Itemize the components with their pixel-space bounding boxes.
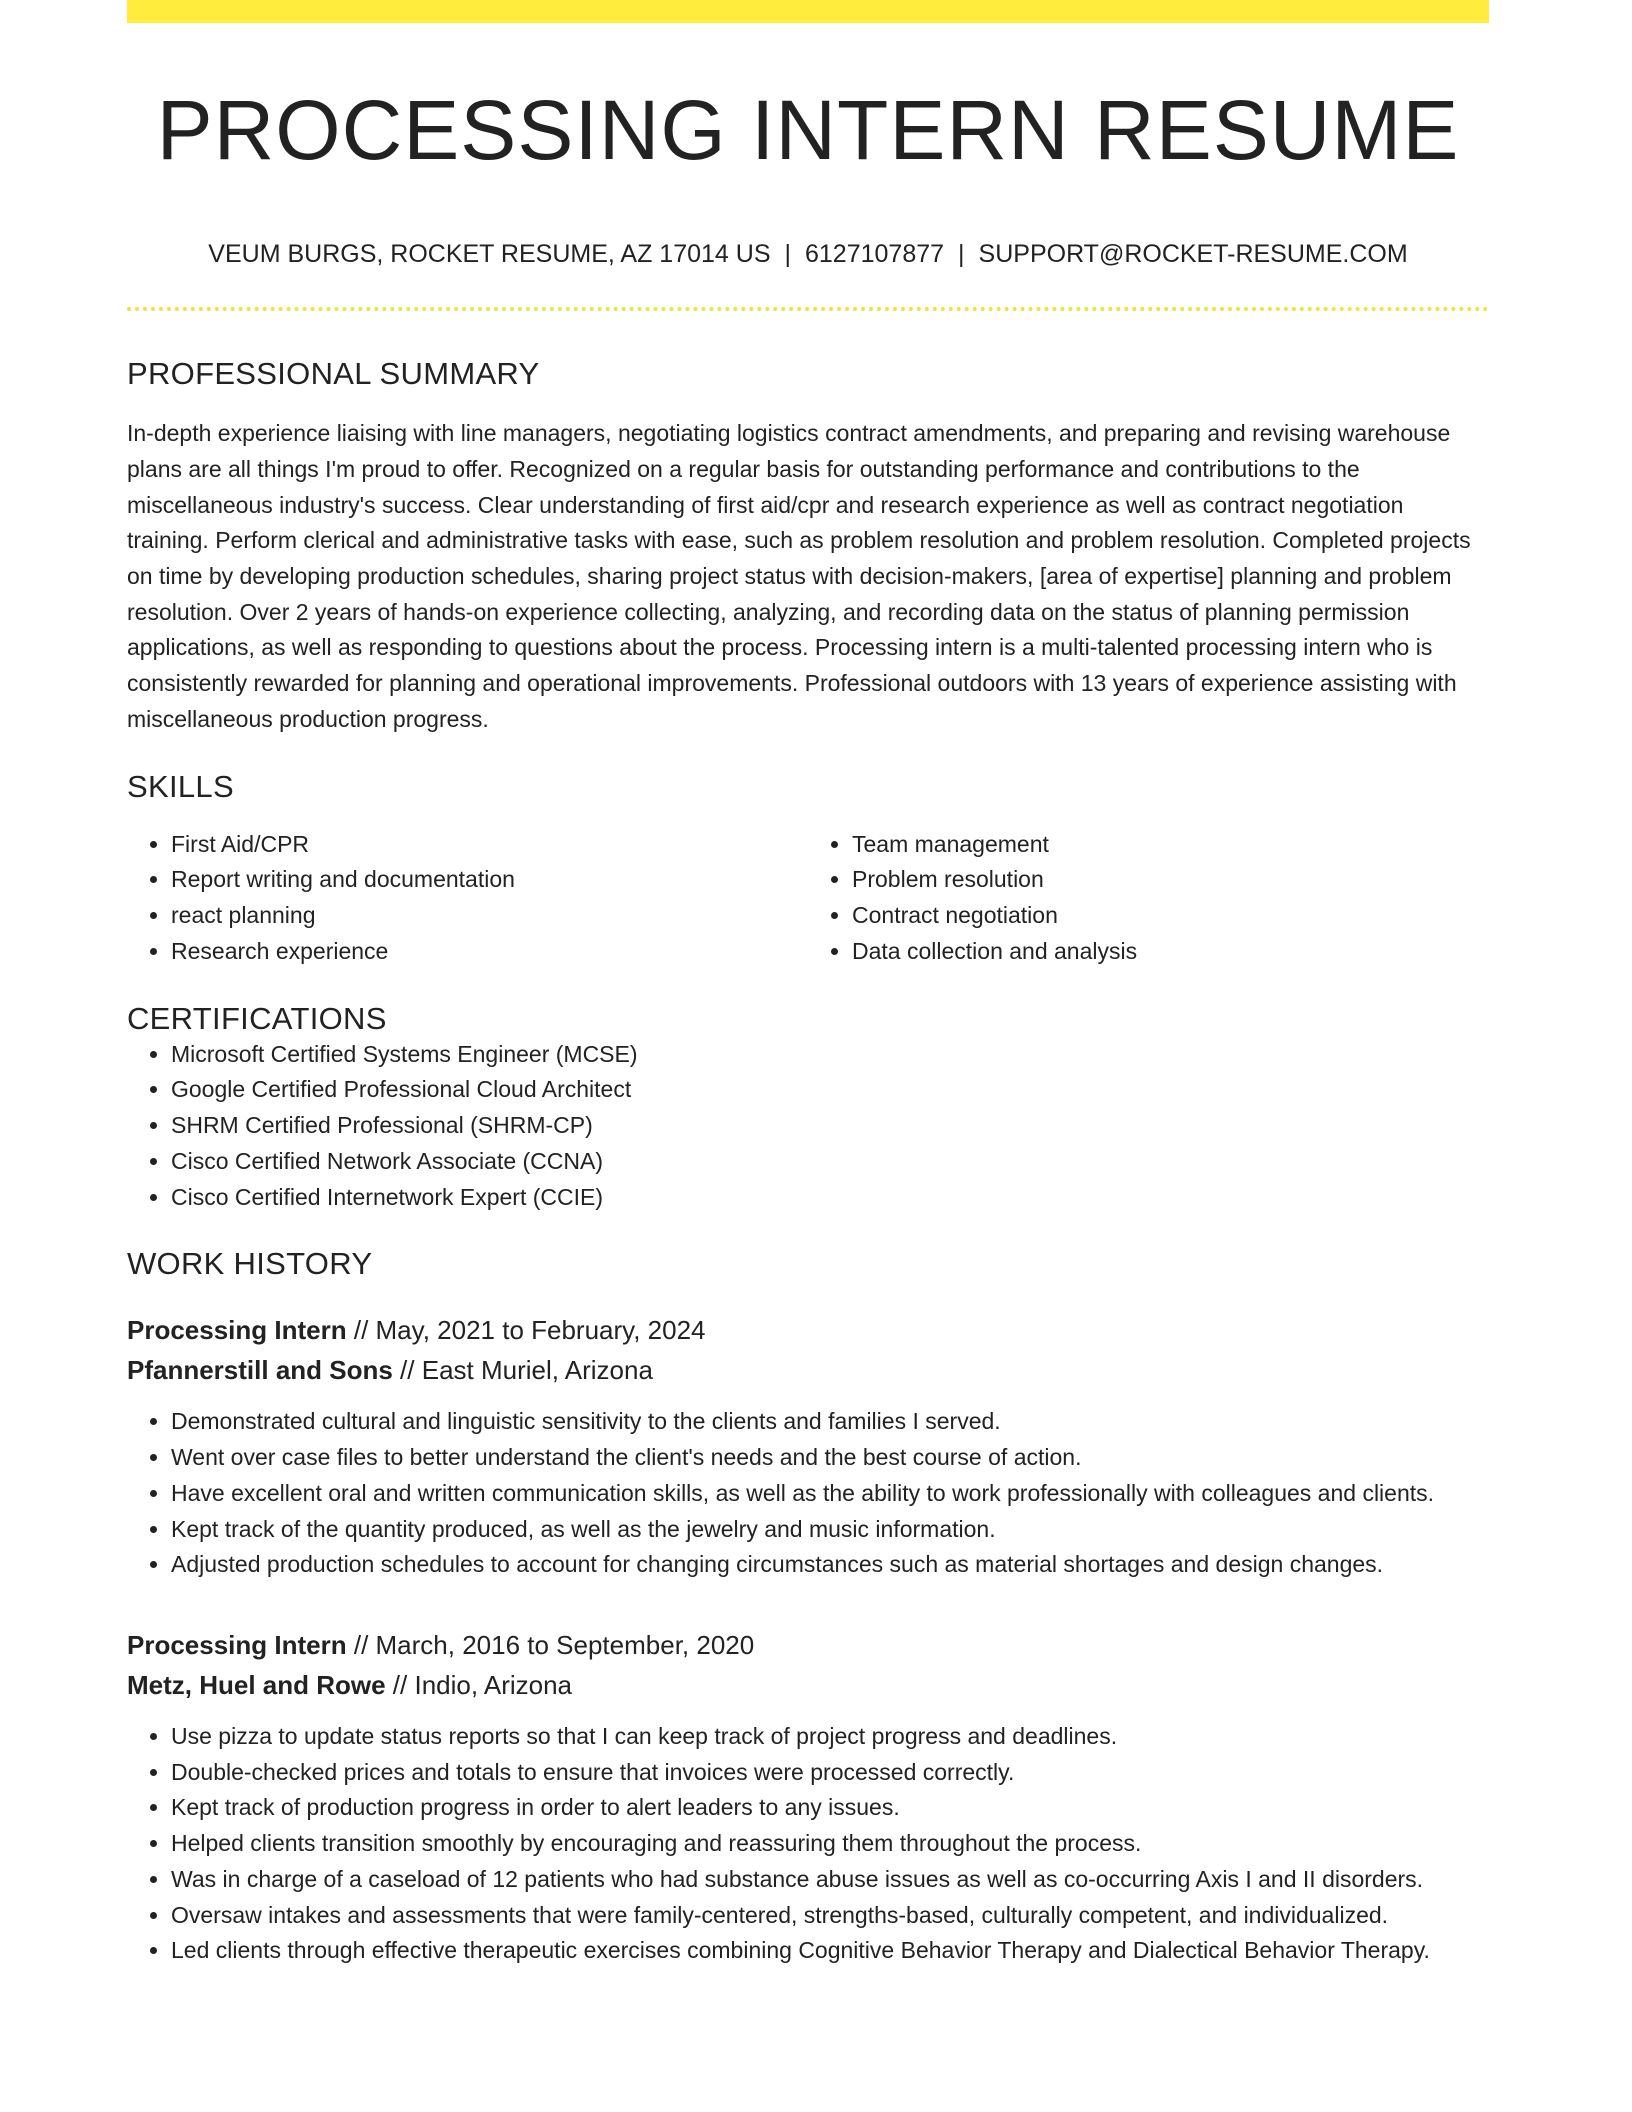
job-bullet: • Oversaw intakes and assessments that were family-centered, strengths-based, culturally competent, and individualized. [171, 1898, 1489, 1934]
job-bullet: • Led clients through effective therapeutic exercises combining Cognitive Behavior Therapy and Dialectical Behavior Therapy. [171, 1933, 1489, 1969]
resume-page [127, 0, 1489, 1969]
summary-text: In-depth experience liaising with line managers, negotiating logistics contract amendments, and preparing and revising warehouse plans are all things I'm proud to offer. Recognized on a regular basis for outstanding performance and contributions to the miscellaneous industry's success. Clear understanding of first aid/cpr and research experience as well as contract negotiation training. Perform clerical and administrative tasks with ease, such as problem resolution and problem resolution. Completed projects on time by developing production schedules, sharing project status with decision-makers, [area of expertise] planning and problem resolution. Over 2 years of hands-on experience collecting, analyzing, and recording data on the status of planning permission applications, as well as responding to questions about the process. Processing intern is a multi-talented processing intern who is consistently rewarded for planning and operational improvements. Professional outdoors with 13 years of experience assisting with miscellaneous production progress. [127, 420, 1471, 732]
contact-address: VEUM BURGS, ROCKET RESUME, AZ 17014 US [208, 240, 771, 269]
job-bullet: • Adjusted production schedules to account for changing circumstances such as material shortages and design changes. [171, 1547, 1489, 1583]
job-bullets [127, 1404, 1489, 1583]
summary-heading: PROFESSIONAL SUMMARY [127, 356, 540, 392]
job-bullet: • Demonstrated cultural and linguistic sensitivity to the clients and families I served. [171, 1404, 1489, 1440]
job-title: Processing Intern [127, 1630, 347, 1660]
job-location: // East Muriel, Arizona [392, 1355, 653, 1386]
certification-item: • SHRM Certified Professional (SHRM-CP) [171, 1108, 1489, 1144]
certification-item: • Google Certified Professional Cloud Architect [171, 1072, 1489, 1108]
certifications-heading: CERTIFICATIONS [127, 1000, 387, 1036]
skills-list-right [808, 827, 1489, 970]
job-title: Processing Intern [127, 1315, 347, 1346]
skill-item: • First Aid/CPR [171, 827, 808, 863]
contact-phone: 6127107877 [805, 240, 945, 269]
job-bullet: • Double-checked prices and totals to ensure that invoices were processed correctly. [171, 1755, 1489, 1791]
contact-line [127, 239, 1489, 269]
job-dates: // March, 2016 to September, 2020 [346, 1630, 755, 1660]
certification-item: • Cisco Certified Network Associate (CCNA) [171, 1144, 1489, 1180]
skill-item: • Report writing and documentation [171, 862, 808, 898]
job-bullet: • Was in charge of a caseload of 12 patients who had substance abuse issues as well as co-occurring Axis I and II disorders. [171, 1862, 1489, 1898]
job-company: Pfannerstill and Sons [127, 1355, 393, 1386]
contact-separator: | [958, 240, 965, 269]
contact-email: SUPPORT@ROCKET-RESUME.COM [978, 240, 1408, 269]
job-bullets [127, 1719, 1489, 1969]
accent-bar [127, 0, 1489, 23]
certification-item: • Microsoft Certified Systems Engineer (MCSE) [171, 1037, 1489, 1073]
job-title-line [127, 1310, 1489, 1350]
job-bullet: • Kept track of the quantity produced, as well as the jewelry and music information. [171, 1512, 1489, 1548]
job-bullet: • Kept track of production progress in order to alert leaders to any issues. [171, 1790, 1489, 1826]
job-bullet: • Helped clients transition smoothly by encouraging and reassuring them throughout the process. [171, 1826, 1489, 1862]
skill-item: • react planning [171, 898, 808, 934]
job-location: // Indio, Arizona [385, 1670, 573, 1700]
work-history-heading: WORK HISTORY [127, 1246, 373, 1282]
header-divider [127, 307, 1489, 311]
job-bullet: • Use pizza to update status reports so that I can keep track of project progress and deadlines. [171, 1719, 1489, 1755]
job-entry [127, 1625, 1489, 1969]
job-entry [127, 1310, 1489, 1583]
job-company-line [127, 1350, 1489, 1390]
certifications-list [127, 1037, 1489, 1216]
contact-separator: | [784, 240, 791, 269]
skill-item: • Data collection and analysis [852, 934, 1489, 970]
skill-item: • Team management [852, 827, 1489, 863]
skill-item: • Problem resolution [852, 862, 1489, 898]
skills-list-left [127, 827, 808, 970]
skills-heading: SKILLS [127, 768, 234, 804]
job-company: Metz, Huel and Rowe [127, 1670, 386, 1700]
job-bullet: • Went over case files to better understand the client's needs and the best course of action. [171, 1440, 1489, 1476]
certification-item: • Cisco Certified Internetwork Expert (CCIE) [171, 1180, 1489, 1216]
page-title: PROCESSING INTERN RESUME [156, 83, 1460, 177]
job-bullet: • Have excellent oral and written communication skills, as well as the ability to work professionally with colleagues and clients. [171, 1476, 1489, 1512]
skills-columns [127, 827, 1489, 970]
skill-item: • Contract negotiation [852, 898, 1489, 934]
job-title-line [127, 1625, 1489, 1665]
skill-item: • Research experience [171, 934, 808, 970]
job-dates: // May, 2021 to February, 2024 [346, 1315, 706, 1346]
job-company-line [127, 1665, 1489, 1705]
